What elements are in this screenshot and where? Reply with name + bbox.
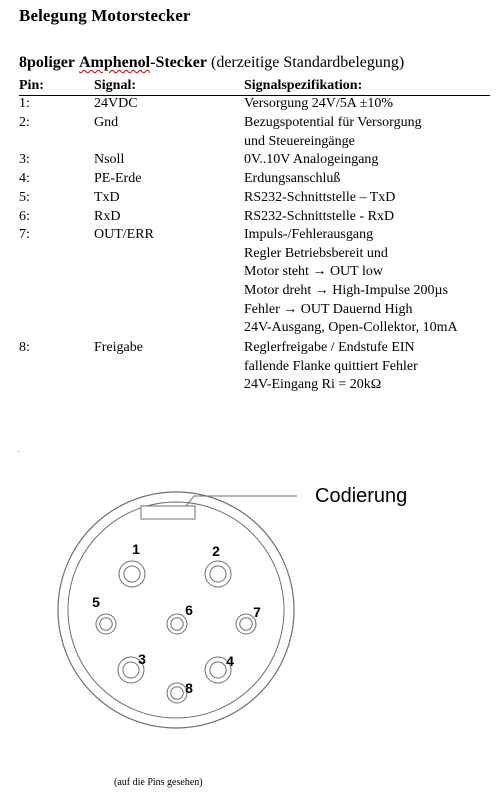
spec-line: Erdungsanschluß	[244, 171, 341, 186]
pin-label: 7	[253, 604, 261, 620]
subtitle-note: (derzeitige Standardbelegung)	[210, 54, 405, 71]
spec-line: RS232-Schnittstelle - RxD	[244, 209, 395, 224]
pin-label: 1	[132, 541, 140, 557]
pin-label: 3	[138, 651, 146, 667]
header-spec: Signalspezifikation:	[244, 78, 363, 93]
pin-label: 2	[212, 543, 220, 559]
spec-line: Regler Betriebsbereit und	[244, 245, 388, 261]
signal-spec	[244, 189, 395, 208]
stray-mark	[18, 451, 19, 452]
pin-socket-inner	[171, 687, 183, 699]
signal-spec	[244, 95, 393, 114]
pin-socket-outer	[96, 614, 116, 634]
coding-leader-line	[186, 496, 297, 506]
pin-label: 5	[92, 594, 100, 610]
signal-spec	[244, 226, 458, 338]
signal-name: RxD	[94, 209, 121, 224]
signal-name: Freigabe	[94, 340, 143, 355]
pin-socket-inner	[171, 618, 183, 630]
spec-line: und Steuereingänge	[244, 133, 355, 149]
spec-line: fallende Flanke quittiert Fehler	[244, 358, 418, 374]
connector-pin-4	[205, 653, 234, 683]
signal-name: Nsoll	[94, 152, 125, 167]
spec-line: Fehler → OUT Dauernd High	[244, 301, 413, 317]
pin-number: 6:	[19, 209, 30, 224]
spec-line: 24V-Eingang Ri = 20kΩ	[244, 377, 382, 393]
connector-pin-8	[167, 680, 193, 703]
spec-line: Motor steht → OUT low	[244, 264, 383, 280]
connector-pin-7	[236, 604, 261, 634]
connector-pin-1	[119, 541, 145, 587]
signal-name: OUT/ERR	[94, 227, 154, 242]
pin-socket-inner	[240, 618, 252, 630]
spec-line: Motor dreht → High-Impulse 200µs	[244, 283, 449, 299]
connector-pin-3	[118, 651, 146, 683]
pin-socket-inner	[210, 662, 226, 678]
signal-name: TxD	[94, 190, 120, 205]
coding-key	[141, 506, 195, 519]
pin-label: 6	[185, 602, 193, 618]
pin-socket-outer	[119, 561, 145, 587]
pin-socket-outer	[167, 683, 187, 703]
pin-socket-outer	[205, 561, 231, 587]
table-header	[19, 78, 490, 96]
connector-pin-6	[167, 602, 193, 634]
header-signal: Signal:	[94, 78, 137, 93]
connector-inner-ring	[68, 502, 284, 718]
signal-spec	[244, 170, 340, 189]
page-title: Belegung Motorstecker	[19, 6, 191, 25]
coding-label: Codierung	[315, 485, 408, 507]
connector-pin-5	[92, 594, 116, 634]
spec-line: Versorgung 24V/5A ±10%	[244, 96, 393, 111]
pin-socket-outer	[167, 614, 187, 634]
signal-name: Gnd	[94, 115, 119, 130]
pin-label: 4	[226, 653, 234, 669]
spec-line: Reglerfreigabe / Endstufe EIN	[244, 340, 415, 355]
signal-spec	[244, 339, 418, 395]
header-pin: Pin:	[19, 78, 44, 93]
spec-line: RS232-Schnittstelle – TxD	[244, 190, 396, 205]
pin-number: 1:	[19, 96, 30, 111]
pin-number: 7:	[19, 227, 30, 242]
signal-spec	[244, 151, 378, 170]
signal-spec	[244, 114, 422, 151]
connector-pin-2	[205, 543, 231, 587]
pin-number: 2:	[19, 115, 30, 130]
connector-diagram	[0, 470, 501, 770]
subtitle-count: 8poliger	[19, 54, 75, 71]
spec-line: Impuls-/Fehlerausgang	[244, 227, 374, 242]
pin-socket-inner	[210, 566, 226, 582]
spec-line: 0V..10V Analogeingang	[244, 152, 379, 167]
pin-number: 3:	[19, 152, 30, 167]
spec-line: 24V-Ausgang, Open-Collektor, 10mA	[244, 320, 458, 336]
pin-socket-inner	[124, 566, 140, 582]
connector-subtitle	[19, 54, 404, 72]
pin-number: 8:	[19, 340, 30, 355]
pin-label: 8	[185, 680, 193, 696]
signal-name: PE-Erde	[94, 171, 142, 186]
view-caption: (auf die Pins gesehen)	[114, 777, 203, 788]
pin-socket-inner	[123, 662, 139, 678]
spec-line: Bezugspotential für Versorgung	[244, 115, 422, 130]
signal-name: 24VDC	[94, 96, 138, 111]
signal-spec	[244, 208, 394, 227]
pin-socket-inner	[100, 618, 112, 630]
subtitle-type: -Stecker	[150, 54, 207, 71]
pin-number: 5:	[19, 190, 30, 205]
subtitle-brand: Amphenol	[79, 54, 151, 71]
pin-number: 4:	[19, 171, 30, 186]
